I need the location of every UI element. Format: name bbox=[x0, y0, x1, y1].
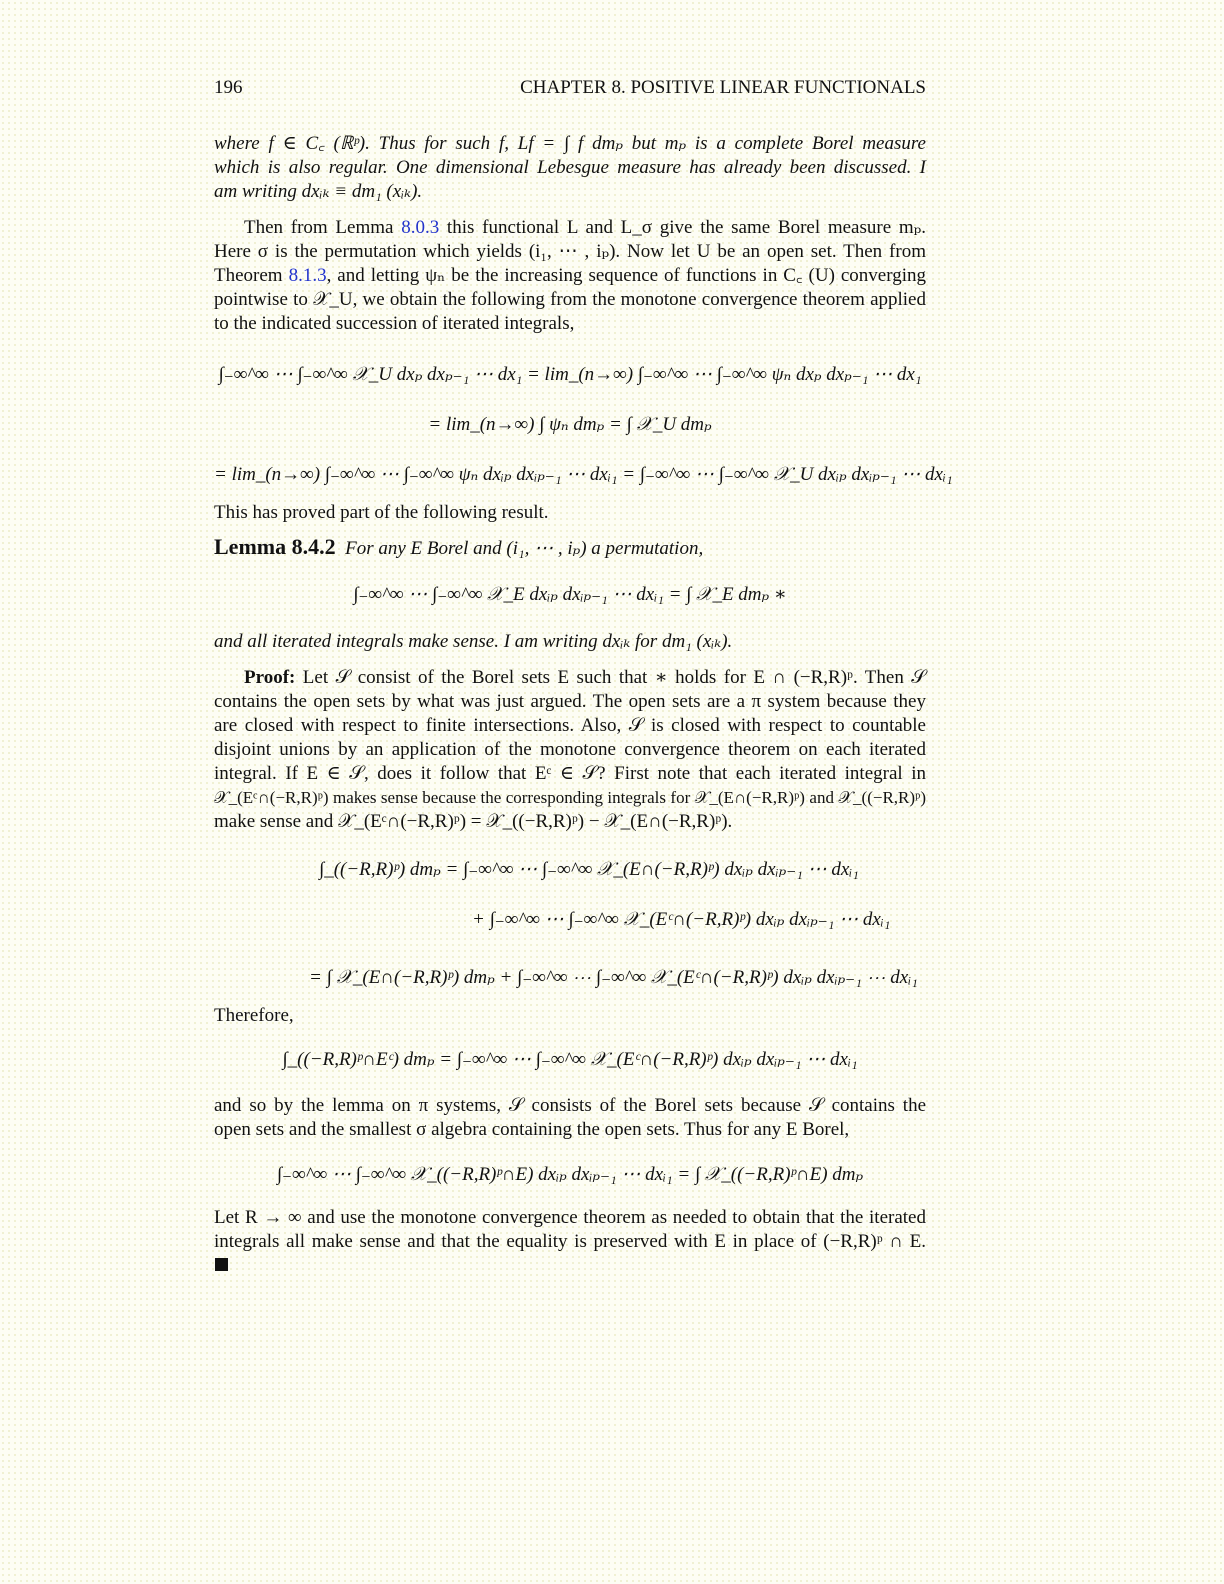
text-line: Therefore, bbox=[214, 1005, 294, 1026]
text-line bbox=[214, 216, 926, 240]
text-line: which is also regular. One dimensional Lebesgue measure has already been discussed. I bbox=[214, 157, 926, 178]
equation: ∫₋∞^∞ ⋯ ∫₋∞^∞ 𝒳_U dxₚ dxₚ₋₁ ⋯ dx₁ = lim_(n→∞) ∫₋∞^∞ ⋯ ∫₋∞^∞ ψₙ dxₚ dxₚ₋₁ ⋯ dx₁ bbox=[218, 364, 922, 385]
text-line: integral. If E ∈ 𝒮, does it follow that Eᶜ ∈ 𝒮? First note that each iterated integral in bbox=[214, 763, 926, 784]
lemma-link[interactable]: 8.0.3 bbox=[401, 217, 440, 238]
equation: = lim_(n→∞) ∫₋∞^∞ ⋯ ∫₋∞^∞ ψₙ dxᵢₚ dxᵢₚ₋₁ ⋯ dxᵢ₁ = ∫₋∞^∞ ⋯ ∫₋∞^∞ 𝒳_U dxᵢₚ dxᵢₚ₋₁ ⋯ dxᵢ₁ bbox=[214, 464, 953, 485]
text-line: are closed with respect to finite intersections. Also, 𝒮 is closed with respect to countable bbox=[214, 715, 926, 736]
equation: = ∫ 𝒳_(E∩(−R,R)ᵖ) dmₚ + ∫₋∞^∞ ⋯ ∫₋∞^∞ 𝒳_(Eᶜ∩(−R,R)ᵖ) dxᵢₚ dxᵢₚ₋₁ ⋯ dxᵢ₁ bbox=[309, 967, 918, 988]
text-line: contains the open sets by what was just argued. The open sets are a π system because they bbox=[214, 691, 926, 712]
equation: ∫₋∞^∞ ⋯ ∫₋∞^∞ 𝒳_E dxᵢₚ dxᵢₚ₋₁ ⋯ dxᵢ₁ = ∫ 𝒳_E dmₚ ∗ bbox=[353, 584, 787, 605]
text-line bbox=[214, 264, 926, 288]
lemma-label: Lemma 8.4.2 bbox=[214, 534, 336, 559]
text: this functional L and L_σ give the same Borel measure mₚ. bbox=[439, 217, 926, 238]
qed-square-icon bbox=[215, 1258, 228, 1271]
text-line: pointwise to 𝒳_U, we obtain the following from the monotone convergence theorem applied bbox=[214, 289, 926, 310]
equation: ∫_((−R,R)ᵖ∩Eᶜ) dmₚ = ∫₋∞^∞ ⋯ ∫₋∞^∞ 𝒳_(Eᶜ∩(−R,R)ᵖ) dxᵢₚ dxᵢₚ₋₁ ⋯ dxᵢ₁ bbox=[282, 1049, 858, 1070]
text: , and letting ψₙ be the increasing sequence of functions in C꜀ (U) converging bbox=[326, 265, 927, 286]
text: Theorem bbox=[214, 265, 289, 286]
text-line: and so by the lemma on π systems, 𝒮 consists of the Borel sets because 𝒮 contains the bbox=[214, 1095, 926, 1116]
text-line: 𝒳_(Eᶜ∩(−R,R)ᵖ) makes sense because the corresponding integrals for 𝒳_(E∩(−R,R)ᵖ) and 𝒳_((−R,R)ᵖ) bbox=[214, 788, 926, 807]
text-line: and all iterated integrals make sense. I am writing dxᵢₖ for dm₁ (xᵢₖ). bbox=[214, 631, 733, 652]
chapter-title: CHAPTER 8. POSITIVE LINEAR FUNCTIONALS bbox=[520, 77, 926, 98]
text-line bbox=[214, 666, 926, 690]
text-line: am writing dxᵢₖ ≡ dm₁ (xᵢₖ). bbox=[214, 181, 423, 202]
theorem-link[interactable]: 8.1.3 bbox=[288, 265, 327, 286]
text-line: Here σ is the permutation which yields (i₁, ⋯ , iₚ). Now let U be an open set. Then from bbox=[214, 241, 926, 262]
text-line: open sets and the smallest σ algebra containing the open sets. Thus for any E Borel, bbox=[214, 1119, 850, 1140]
lemma-statement: For any E Borel and (i₁, ⋯ , iₚ) a permutation, bbox=[345, 538, 704, 559]
page-header bbox=[214, 76, 926, 100]
text-line: disjoint unions by an application of the monotone convergence theorem on each iterated bbox=[214, 739, 926, 760]
equation: ∫_((−R,R)ᵖ) dmₚ = ∫₋∞^∞ ⋯ ∫₋∞^∞ 𝒳_(E∩(−R,R)ᵖ) dxᵢₚ dxᵢₚ₋₁ ⋯ dxᵢ₁ bbox=[319, 859, 859, 880]
text-line: integrals all make sense and that the equality is preserved with E in place of (−R,R)ᵖ ∩ E. bbox=[214, 1231, 926, 1252]
text: Then from Lemma bbox=[244, 217, 402, 238]
text-line: make sense and 𝒳_(Eᶜ∩(−R,R)ᵖ) = 𝒳_((−R,R)ᵖ) − 𝒳_(E∩(−R,R)ᵖ). bbox=[214, 811, 733, 832]
equation: + ∫₋∞^∞ ⋯ ∫₋∞^∞ 𝒳_(Eᶜ∩(−R,R)ᵖ) dxᵢₚ dxᵢₚ₋₁ ⋯ dxᵢ₁ bbox=[472, 909, 891, 930]
text-line: where f ∈ C꜀ (ℝᵖ). Thus for such f, Lf = ∫ f dmₚ but mₚ is a complete Borel measure bbox=[214, 133, 926, 154]
equation: = lim_(n→∞) ∫ ψₙ dmₚ = ∫ 𝒳_U dmₚ bbox=[428, 414, 712, 435]
text-line: to the indicated succession of iterated integrals, bbox=[214, 313, 575, 334]
equation: ∫₋∞^∞ ⋯ ∫₋∞^∞ 𝒳_((−R,R)ᵖ∩E) dxᵢₚ dxᵢₚ₋₁ ⋯ dxᵢ₁ = ∫ 𝒳_((−R,R)ᵖ∩E) dmₚ bbox=[276, 1164, 864, 1185]
text-line: This has proved part of the following result. bbox=[214, 502, 549, 523]
text-line: Let R → ∞ and use the monotone convergence theorem as needed to obtain that the iterated bbox=[214, 1207, 926, 1228]
page-number: 196 bbox=[214, 77, 243, 98]
lemma-heading bbox=[214, 535, 926, 561]
proof-label: Proof: bbox=[244, 667, 296, 688]
text: Let 𝒮 consist of the Borel sets E such that ∗ holds for E ∩ (−R,R)ᵖ. Then 𝒮 bbox=[295, 667, 926, 688]
